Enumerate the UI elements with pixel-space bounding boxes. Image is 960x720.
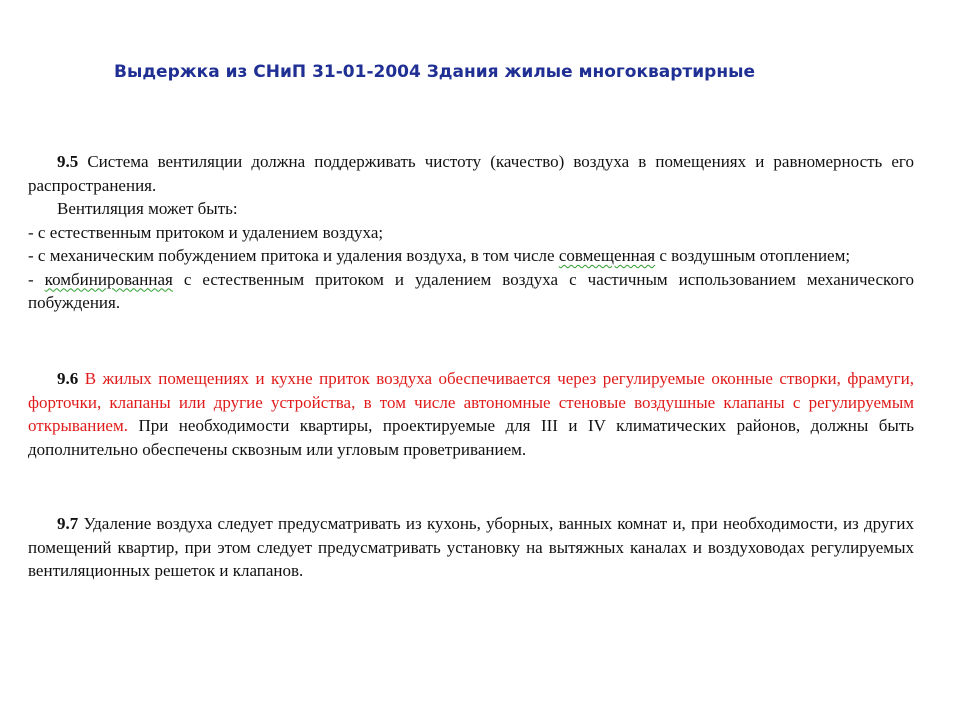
list-item-combined (28, 268, 914, 315)
list-item-combined-dash: - (28, 269, 45, 289)
spellcheck-underlined-word: совмещенная (558, 246, 656, 265)
section-9-5-number: 9.5 (57, 152, 79, 171)
section-9-6-text: При необходимости квартиры, проектируемые для III и IV климатических районов, должны быть дополнительно обеспечены сквозным или угловым проветриванием. (28, 416, 914, 459)
section-9-6-paragraph (28, 367, 914, 461)
section-9-7-number: 9.7 (57, 514, 79, 533)
section-9-5-paragraph (28, 150, 914, 197)
list-item-mechanical (28, 244, 914, 268)
slide-title: Выдержка из СНиП 31-01-2004 Здания жилые многоквартирные (114, 62, 756, 82)
section-9-7-paragraph (28, 512, 914, 583)
list-item-mechanical-text: - с механическим побуждением притока и удаления воздуха, в том числе (28, 246, 559, 265)
list-item-mechanical-tail: с воздушным отоплением; (655, 246, 851, 265)
section-9-6-number: 9.6 (57, 369, 79, 388)
section-9-6-highlighted-text: В жилых помещениях и кухне приток воздуха обеспечивается через регулируемые оконные створки, фрамуги, форточки, клапаны или другие устройства, в том числе автономные стеновые воздушные клапаны с регулируемым открыванием. (28, 369, 914, 435)
section-9-7 (28, 512, 914, 583)
list-item-combined-text: с естественным притоком и удалением воздуха с частичным использованием механического побуждения. (28, 269, 914, 312)
section-9-5-lead: Вентиляция может быть: (57, 199, 238, 218)
section-9-5-intro: Система вентиляции должна поддерживать чистоту (качество) воздуха в помещениях и равномерность его распространения. (28, 152, 914, 195)
spellcheck-underlined-word: комбинированная (44, 269, 173, 289)
section-9-6 (28, 367, 914, 461)
section-9-7-text: Удаление воздуха следует предусматривать из кухонь, уборных, ванных комнат и, при необходимости, из других помещений квартир, при этом следует предусматривать установку на вытяжных каналах и воздуховодах регулируемых вентиляционных решеток и клапанов. (28, 514, 914, 580)
list-item-natural: - с естественным притоком и удалением воздуха; (28, 222, 384, 242)
section-9-5 (28, 150, 914, 315)
